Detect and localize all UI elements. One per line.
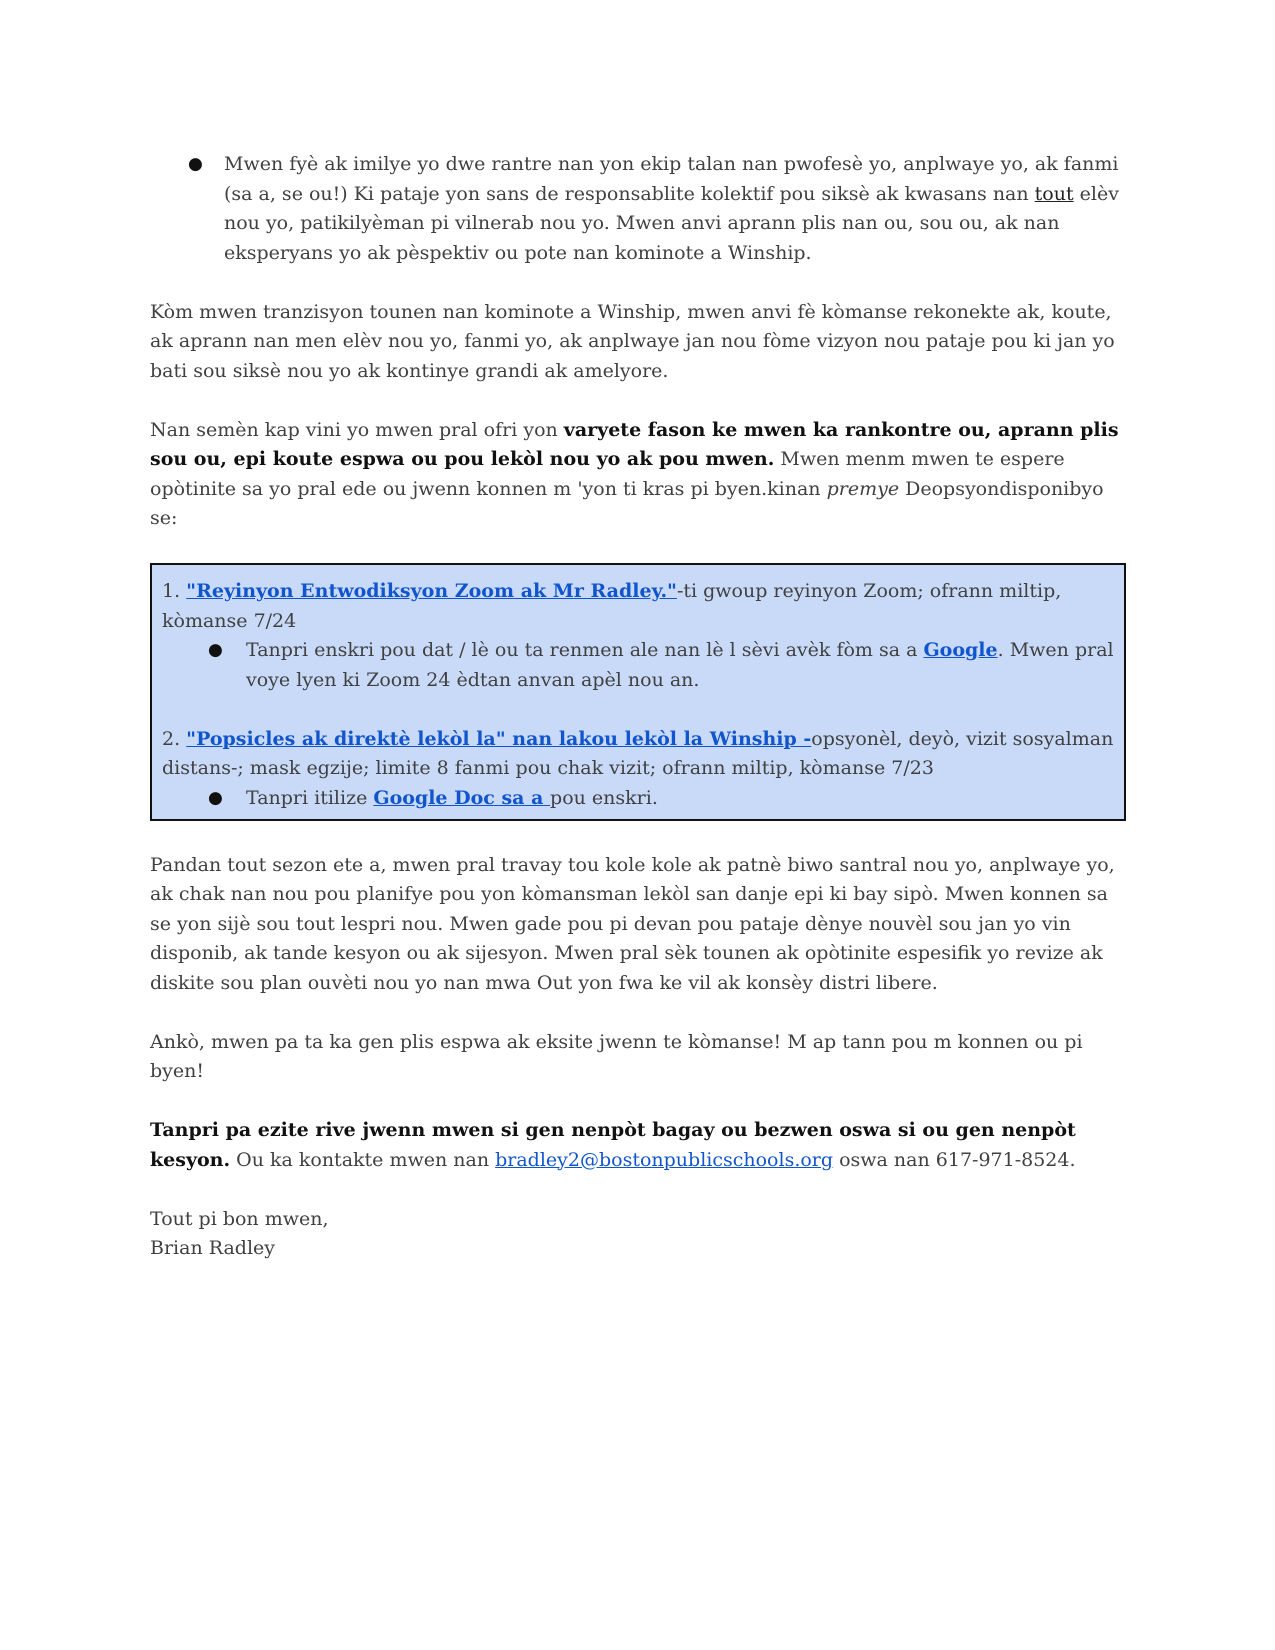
option-item-1-bullet: ● Tanpri enskri pou dat / lè ou ta renmen ale nan lè l sèvi avèk fòm sa a Google. Mwen pral voye lyen ki Zoom 24 èdtan anvan apèl nou an. [162, 636, 1114, 695]
weeks-bold-text: varyete fason ke mwen ka rankontre ou, aprann plis sou ou, epi koute espwa ou pou lekòl nou yo ak pou mwen. [150, 418, 1119, 470]
again-paragraph: Ankò, mwen pa ta ka gen plis espwa ak eksite jwenn te kòmanse! M ap tann pou m konnen ou pi byen! [150, 1030, 1083, 1082]
weeks-paragraph: Nan semèn kap vini yo mwen pral ofri yon varyete fason ke mwen ka rankontre ou, aprann plis sou ou, epi koute espwa ou pou lekòl nou yo ak pou mwen. Mwen menm mwen te espere opòtinite sa yo pral ede ou jwenn konnen m 'yon ti kras pi byen.kinan premye Deopsyondisponibyo se: [150, 418, 1119, 529]
letter-page [150, 150, 1126, 1264]
bullet-dot-icon: ● [208, 787, 223, 808]
contact-bold-text: Tanpri pa ezite rive jwenn mwen si gen nenpòt bagay ou bezwen oswa si ou gen nenpòt kesyon. [150, 1119, 1076, 1171]
underlined-word: tout [1034, 182, 1074, 205]
summer-paragraph: Pandan tout sezon ete a, mwen pral travay tou kole kole ak patnè biwo santral nou yo, anplwaye yo, ak chak nan nou pou planifye pou yon kòmansman lekòl san danje epi ki bay sipò. Mwen konnen sa se yon sijè sou tout lespri nou. Mwen gade pou pi devan pou pataje dènye nouvèl sou jan yo vin disponib, ak tande kesyon ou ak sijesyon. Mwen pral sèk tounen ak opòtinite espesifik yo revize ak diskite sou plan ouvèti nou yo nan mwa Out yon fwa ke vil ak konsèy distri libere. [150, 853, 1115, 994]
option-item-1: 1. "Reyinyon Entwodiksyon Zoom ak Mr Radley."-ti gwoup reyinyon Zoom; ofrann miltip, kòmanse 7/24 [162, 580, 1062, 632]
bullet-dot-icon: ● [208, 640, 223, 660]
google-doc-link[interactable]: Google Doc sa a [373, 786, 551, 809]
italic-word: premye [826, 477, 900, 500]
option-item-2: 2. "Popsicles ak direktè lekòl la" nan lakou lekòl la Winship -opsyonèl, deyò, vizit sosyalman distans-; mask egzije; limite 8 fanmi pou chak vizit; ofrann miltip, kòmanse 7/23 [162, 727, 1114, 779]
google-form-link[interactable]: Google [923, 639, 998, 661]
popsicles-link[interactable]: "Popsicles ak direktè lekòl la" nan lakou lekòl la Winship - [186, 727, 812, 750]
contact-paragraph: Tanpri pa ezite rive jwenn mwen si gen nenpòt bagay ou bezwen oswa si ou gen nenpòt kesyon. Ou ka kontakte mwen nan bradley2@bostonpublicschools.org oswa nan 617-971-8524. [150, 1119, 1076, 1171]
zoom-meeting-link[interactable]: "Reyinyon Entwodiksyon Zoom ak Mr Radley." [186, 580, 677, 602]
intro-bullet-item: ● Mwen fyè ak imilye yo dwe rantre nan yon ekip talan nan pwofesè yo, anplwaye yo, ak fanmi (sa a, se ou!) Ki pataje yon sans de responsablite kolektif pou siksè ak kwasans nan tout elèv nou yo, patikilyèman pi vilnerab nou yo. Mwen anvi aprann plis nan ou, sou ou, ak nan eksperyans yo ak pèspektiv ou pote nan kominote a Winship. [150, 150, 1126, 268]
email-link[interactable]: bradley2@bostonpublicschools.org [495, 1148, 834, 1171]
transition-paragraph: Kòm mwen tranzisyon tounen nan kominote a Winship, mwen anvi fè kòmanse rekonekte ak, koute, ak aprann nan men elèv nou yo, fanmi yo, ak anplwaye jan nou fòme vizyon nou pataje pou ki jan yo bati sou siksè nou yo ak kontinye grandi ak amelyore. [150, 300, 1115, 382]
signature-name: Brian Radley [150, 1237, 276, 1259]
options-box [150, 563, 1126, 821]
intro-bullet-list [150, 150, 1126, 268]
option-item-2-bullet: ● Tanpri itilize Google Doc sa a pou enskri. [162, 784, 1114, 814]
bullet-dot-icon: ● [188, 154, 203, 174]
closing-line: Tout pi bon mwen, [150, 1207, 329, 1230]
